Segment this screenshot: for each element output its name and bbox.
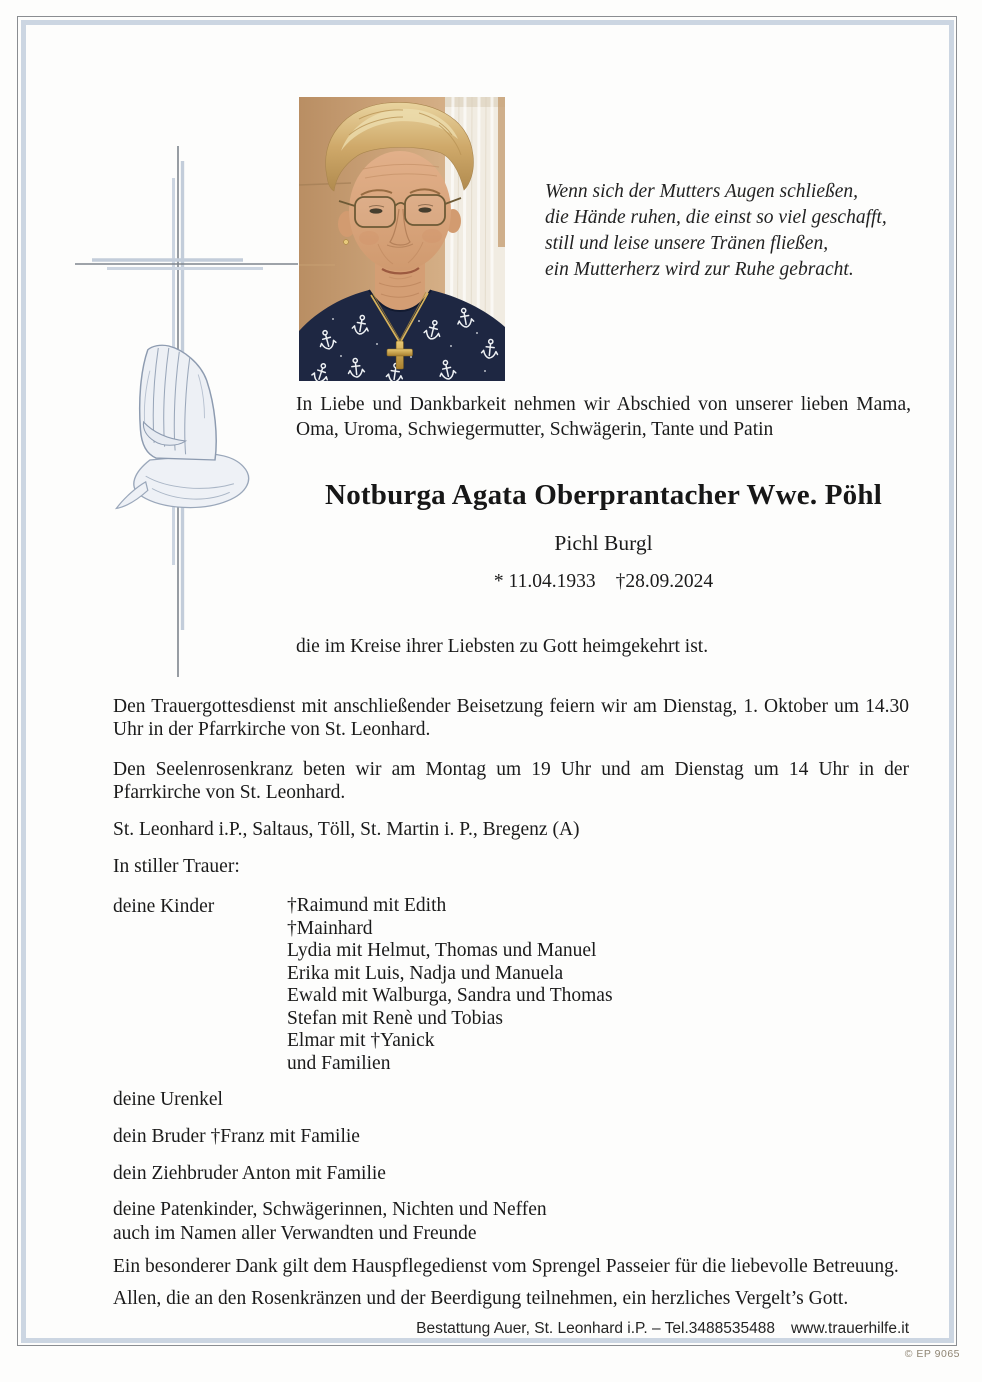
places-line: St. Leonhard i.P., Saltaus, Töll, St. Martin i. P., Bregenz (A) [113,819,580,840]
funeral-service-paragraph: Den Trauergottesdienst mit anschließender Beisetzung feiern wir am Dienstag, 1. Oktober um 14.30 Uhr in der Pfarrkirche von St. Leonhard. [113,696,909,740]
farewell-intro: In Liebe und Dankbarkeit nehmen wir Abschied von unserer lieben Mama, Oma, Uroma, Schwiegermutter, Schwägerin, Tante und Patin [296,394,911,440]
undertaker-footer [113,1317,909,1340]
thanks-line-1: Ein besonderer Dank gilt dem Hauspflegedienst vom Sprengel Passeier für die liebevolle Betreuung. [113,1256,899,1277]
poem-line: still und leise unsere Tränen fließen, [545,233,829,254]
birth-date: * 11.04.1933 [493,571,596,592]
poem-line: Wenn sich der Mutters Augen schließen, [545,181,859,202]
child-line: und Familien [287,1052,391,1074]
bruder-line: dein Bruder †Franz mit Familie [113,1126,360,1147]
mourning-heading: In stiller Trauer: [113,856,240,877]
child-line: Lydia mit Helmut, Thomas und Manuel [287,940,597,961]
death-date: †28.09.2024 [615,571,714,592]
thanks-line-2: Allen, die an den Rosenkränzen und der Beerdigung teilnehmen, ein herzliches Vergelt’s Gott. [113,1288,849,1309]
life-dates [296,571,911,593]
patenkinder-line: auch im Namen aller Verwandten und Freunde [113,1222,477,1244]
cross-and-praying-hands-icon [55,140,315,700]
patenkinder-line: deine Patenkinder, Schwägerinnen, Nichten und Neffen [113,1199,547,1220]
rosary-paragraph: Den Seelenrosenkranz beten wir am Montag um 19 Uhr und am Dienstag um 14 Uhr in der Pfarrkirche von St. Leonhard. [113,759,909,803]
praying-hands-icon [116,345,248,508]
ziehbruder-line: dein Ziehbruder Anton mit Familie [113,1163,386,1184]
deceased-nickname: Pichl Burgl [554,531,653,555]
children-section [113,895,909,1075]
child-line: †Mainhard [287,917,373,939]
deceased-name: Notburga Agata Oberprantacher Wwe. Pöhl [325,479,882,511]
children-label: deine Kinder [113,896,215,917]
child-line: †Raimund mit Edith [287,895,447,916]
child-line: Elmar mit †Yanick [287,1030,435,1051]
urenkel-line: deine Urenkel [113,1089,223,1110]
undertaker-info: Bestattung Auer, St. Leonhard i.P. – Tel.3488535488 [416,1320,775,1337]
poem-line: die Hände ruhen, die einst so viel geschafft, [545,207,887,228]
child-line: Ewald mit Walburga, Sandra und Thomas [287,985,613,1006]
epitaph-line: die im Kreise ihrer Liebsten zu Gott heimgekehrt ist. [296,636,709,657]
patenkinder-section [113,1198,909,1245]
print-copyright: © EP 9065 [904,1348,960,1360]
child-line: Erika mit Luis, Nadja und Manuela [287,962,564,984]
poem-line: ein Mutterherz wird zur Ruhe gebracht. [545,259,854,280]
portrait-photo [299,97,505,381]
memorial-poem [545,179,915,283]
children-names [287,895,613,1075]
child-line: Stefan mit Renè und Tobias [287,1007,503,1029]
website-url: www.trauerhilfe.it [790,1320,909,1337]
